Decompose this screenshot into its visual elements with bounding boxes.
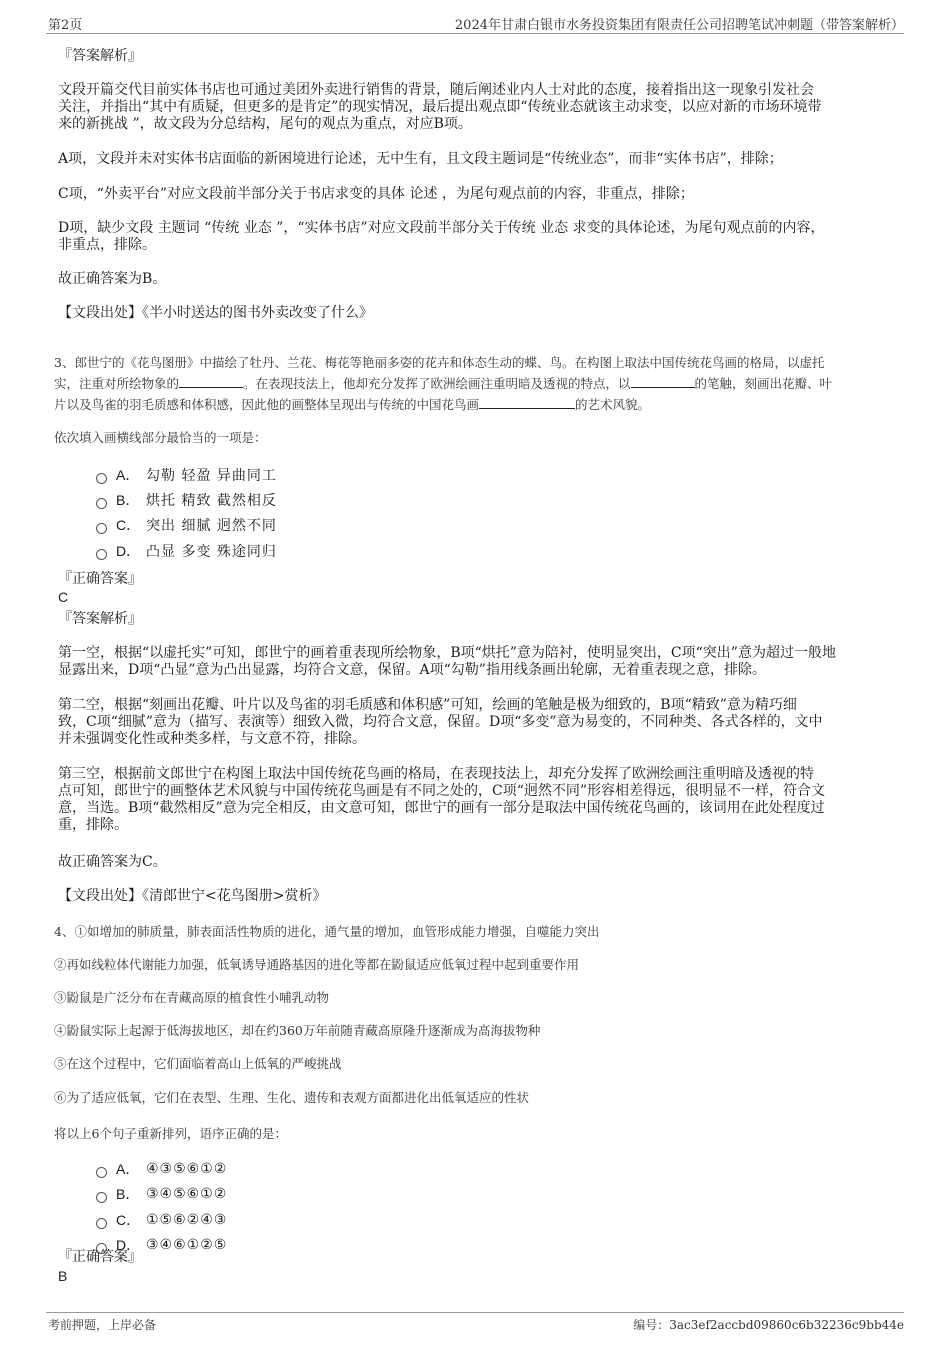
q4-sentence-6: ⑥为了适应低氧，它们在表型、生理、生化、遗传和表观方面都进化出低氧适应的性状 (54, 1090, 530, 1105)
text-line: 并未强调变化性或种类多样，与文意不符，排除。 (58, 731, 366, 747)
fill-blank-3 (479, 396, 575, 409)
text-line (54, 394, 894, 415)
stem-text: 的笔触，刻画出花瓣、叶 (694, 376, 833, 391)
q2-option-a-analysis: A项，文段并未对实体书店面临的新困境进行论述，无中生有，且文段主题词是“传统业态”，而非“实体书店”，排除； (58, 151, 783, 167)
q3-analysis-blank3 (58, 766, 888, 834)
q4-sentence-2: ②再如线粒体代谢能力加强，低氧诱导通路基因的进化等都在鼢鼠适应低氧过程中起到重要作用 (54, 957, 580, 972)
document-code: 编号：3ac3ef2accbd09860c6b32236c9bb44e (633, 1318, 904, 1332)
text-line: 第三空，根据前文郎世宁在构图上取法中国传统花鸟画的格局，在表现技法上，却充分发挥了欧洲绘画注重明暗及透视的特 (58, 766, 814, 782)
option-text: 勾勒 轻盈 异曲同工 (146, 468, 277, 484)
q3-option-d[interactable] (96, 541, 277, 561)
text-line: 重，排除。 (58, 817, 128, 833)
radio-button-icon[interactable] (96, 1192, 107, 1203)
text-line: 关注，并指出“其中有质疑，但更多的是肯定”的现实情况，最后提出观点即“传统业态就该主动求变，以应对新的市场环境带 (58, 99, 822, 115)
option-text: 凸显 多变 殊途同归 (146, 544, 277, 560)
q4-option-b[interactable] (96, 1184, 227, 1204)
q2-source: 【文段出处】《半小时送达的图书外卖改变了什么》 (58, 305, 373, 321)
footer-divider (46, 1312, 904, 1313)
document-title: 2024年甘肃白银市水务投资集团有限责任公司招聘笔试冲刺题（带答案解析） (454, 18, 904, 33)
text-line: 显露出来，D项“凸显”意为凸出显露，均符合文意，保留。A项“勾勒”指用线条画出轮廓，无着重表现之意，排除。 (58, 662, 766, 678)
option-letter: C． (116, 517, 141, 533)
option-letter: D． (116, 543, 141, 559)
option-text: ①⑤⑥②④③ (146, 1212, 228, 1228)
option-text: 烘托 精致 截然相反 (146, 493, 277, 509)
option-letter: A． (116, 1161, 140, 1177)
text-line (54, 373, 894, 394)
option-letter: C． (116, 1212, 141, 1228)
text-line: 第一空，根据“以虚托实”可知，郎世宁的画着重表现所绘物象，B项“烘托”意为陪衬，使明显突出，C项“突出”意为超过一般地 (58, 645, 836, 661)
fill-blank-2 (631, 375, 695, 388)
text-line: 第二空，根据“刻画出花瓣、叶片以及鸟雀的羽毛质感和体积感”可知，绘画的笔触是极为细致的，B项“精致”意为精巧细 (58, 697, 797, 713)
option-letter: B． (116, 1186, 140, 1202)
option-text: ③④⑤⑥①② (146, 1186, 228, 1202)
text-line: 文段开篇交代目前实体书店也可通过美团外卖进行销售的背景，随后阐述业内人士对此的态度，接着指出这一现象引发社会 (58, 82, 814, 98)
q2-analysis-heading: 『答案解析』 (58, 48, 142, 64)
q4-option-a[interactable] (96, 1159, 227, 1179)
q3-option-a[interactable] (96, 465, 277, 485)
q4-answer-heading: 『正确答案』 (58, 1249, 142, 1265)
q4-sentence-5: ⑤在这个过程中，它们面临着高山上低氧的严峻挑战 (54, 1056, 342, 1071)
q3-analysis-heading: 『答案解析』 (58, 611, 142, 627)
radio-button-icon[interactable] (96, 498, 107, 509)
stem-text: 的艺术风貌。 (575, 397, 651, 412)
option-letter: B． (116, 492, 140, 508)
footer-slogan: 考前押题，上岸必备 (48, 1318, 157, 1332)
radio-button-icon[interactable] (96, 1167, 107, 1178)
stem-text: 。在表现技法上，他却充分发挥了欧洲绘画注重明暗及透视的特点，以 (243, 376, 631, 391)
text-line: 致，C项“细腻”意为（描写、表演等）细致入微，均符合文意，保留。D项“多变”意为易变的，不同种类、各式各样的，文中 (58, 714, 823, 730)
option-text: 突出 细腻 迥然不同 (146, 518, 277, 534)
q3-conclusion: 故正确答案为C。 (58, 854, 167, 870)
option-letter: A． (116, 467, 140, 483)
q4-sentence-1: 4、①如增加的肺质量，肺表面活性物质的进化，通气量的增加，血管形成能力增强，自噬能力突出 (54, 924, 600, 939)
text-line: 非重点，排除。 (58, 237, 156, 253)
q3-stem (54, 352, 894, 415)
q4-instruction: 将以上6个句子重新排列，语序正确的是： (54, 1126, 287, 1141)
radio-button-icon[interactable] (96, 473, 107, 484)
q3-answer: C (58, 589, 69, 605)
text-line: D项，缺少文段 主题词 “传统 业态 ”，“实体书店”对应文段前半部分关于传统 业态 求变的具体论述，为尾句观点前的内容， (58, 220, 825, 236)
q4-sentence-3: ③鼢鼠是广泛分布在青藏高原的植食性小哺乳动物 (54, 990, 330, 1005)
q3-source: 【文段出处】《清郎世宁<花鸟图册>赏析》 (58, 888, 327, 904)
q3-analysis-blank1 (58, 645, 888, 679)
radio-button-icon[interactable] (96, 523, 107, 534)
text-line: 3、郎世宁的《花鸟图册》中描绘了牡丹、兰花、梅花等艳丽多姿的花卉和体态生动的蝶、鸟。在构图上取法中国传统花鸟画的格局，以虚托 (54, 355, 825, 370)
q2-option-d-analysis (58, 220, 888, 254)
radio-button-icon[interactable] (96, 1218, 107, 1229)
q3-option-c[interactable] (96, 515, 277, 535)
q3-analysis-blank2 (58, 697, 888, 748)
q3-instruction: 依次填入画横线部分最恰当的一项是： (54, 430, 267, 445)
q4-answer: B (58, 1268, 68, 1284)
q3-answer-heading: 『正确答案』 (58, 571, 142, 587)
q2-option-c-analysis: C项，“外卖平台”对应文段前半部分关于书店求变的具体 论述 ，为尾句观点前的内容，非重点，排除； (58, 186, 694, 202)
q4-sentence-4: ④鼢鼠实际上起源于低海拔地区，却在约360万年前随青藏高原隆升逐渐成为高海拔物种 (54, 1023, 541, 1038)
header-divider (46, 33, 904, 34)
radio-button-icon[interactable] (96, 549, 107, 560)
q4-option-c[interactable] (96, 1210, 227, 1230)
fill-blank-1 (179, 375, 243, 388)
page-number: 第2页 (48, 18, 83, 33)
q2-conclusion: 故正确答案为B。 (58, 271, 167, 287)
option-text: ④③⑤⑥①② (146, 1161, 228, 1177)
text-line: 来的新挑战 ”，故文段为分总结构，尾句的观点为重点，对应B项。 (58, 116, 472, 132)
q2-analysis-paragraph (58, 82, 888, 133)
stem-text: 实，注重对所绘物象的 (54, 376, 180, 391)
text-line: 点可知，郎世宁的画整体艺术风貌与中国传统花鸟画是有不同之处的，C项“迥然不同”形容相差得远，很明显不一样，符合文 (58, 783, 826, 799)
q3-option-b[interactable] (96, 490, 277, 510)
stem-text: 片以及鸟雀的羽毛质感和体积感，因此他的画整体呈现出与传统的中国花鸟画 (54, 397, 480, 412)
text-line: 意，当选。B项“截然相反”意为完全相反，由文意可知，郎世宁的画有一部分是取法中国传统花鸟画的，该词用在此处程度过 (58, 800, 825, 816)
option-text: ③④⑥①②⑤ (146, 1237, 228, 1253)
option-letter: D． (116, 1237, 141, 1253)
